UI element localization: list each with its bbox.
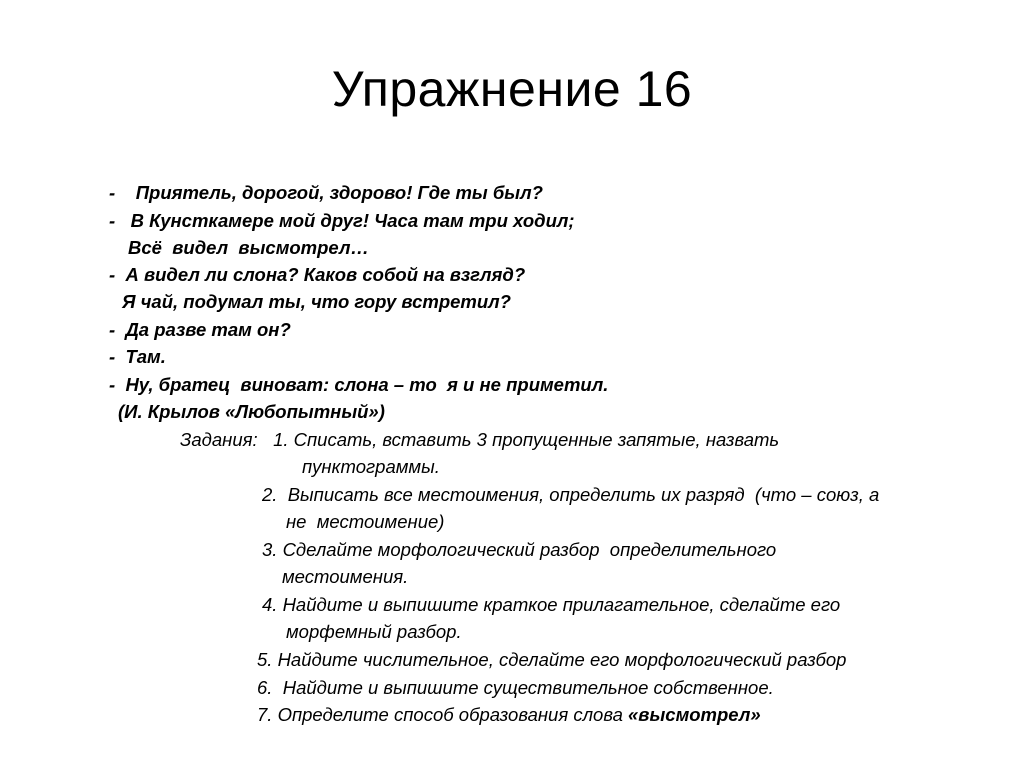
- task-line: 2. Выписать все местоимения, определить их разряд (что – союз, а: [262, 484, 880, 505]
- page-title: Упражнение 16: [331, 61, 693, 117]
- poem-line: - В Кунсткамере мой друг! Часа там три ходил;: [109, 210, 575, 231]
- poem-line: - Ну, братец виноват: слона – то я и не приметил.: [109, 374, 609, 395]
- poem-line: - Там.: [109, 346, 166, 367]
- poem-line: Я чай, подумал ты, что гору встретил?: [122, 291, 511, 312]
- poem-line: - Да разве там он?: [109, 319, 291, 340]
- task-line: 6. Найдите и выпишите существительное собственное.: [257, 677, 774, 698]
- poem-line: Всё видел высмотрел…: [128, 237, 369, 258]
- task-line: не местоимение): [286, 511, 445, 532]
- task-line: местоимения.: [282, 566, 409, 587]
- tasks-label-line: Задания: 1. Списать, вставить 3 пропущенные запятые, назвать: [180, 429, 780, 450]
- task-line: 4. Найдите и выпишите краткое прилагательное, сделайте его: [262, 594, 841, 615]
- task-line: морфемный разбор.: [286, 621, 462, 642]
- task-line: пунктограммы.: [302, 456, 440, 477]
- task-line: 5. Найдите числительное, сделайте его морфологический разбор: [257, 649, 847, 670]
- poem-line: - А видел ли слона? Каков собой на взгляд?: [109, 264, 526, 285]
- task-line-last-text: 7. Определите способ образования слова: [257, 704, 629, 725]
- task-highlight-word: «высмотрел»: [628, 704, 761, 725]
- task-line-last: [257, 703, 761, 727]
- poem-attribution: (И. Крылов «Любопытный»): [118, 401, 385, 422]
- task-line: 3. Сделайте морфологический разбор определительного: [262, 539, 777, 560]
- poem-line: - Приятель, дорогой, здорово! Где ты был?: [109, 182, 543, 203]
